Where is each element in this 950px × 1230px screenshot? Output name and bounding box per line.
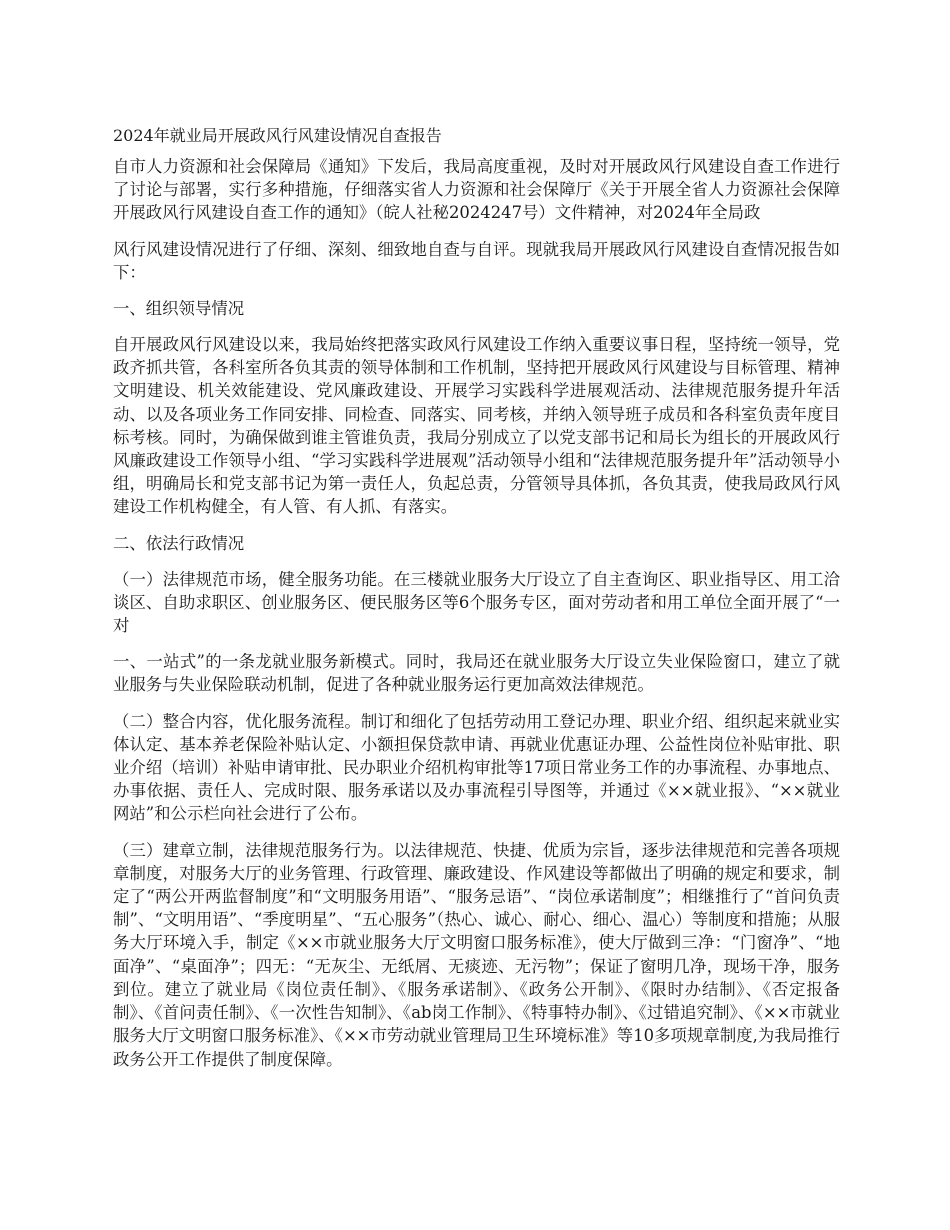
paragraph-market-continued: 一、一站式”的一条龙就业服务新模式。同时，我局还在就业服务大厅设立失业保险窗口，建立了就业服务与失业保险联动机制，促进了各种就业服务运行更加高效法律规范。 bbox=[113, 652, 840, 695]
document-title: 2024年就业局开展政风行风建设情况自查报告 bbox=[113, 126, 442, 145]
paragraph-regulations: （三）建章立制，法律规范服务行为。以法律规范、快捷、优质为宗旨，逐步法律规范和完善各项规章制度，对服务大厅的业务管理、行政管理、廉政建设、作风建设等都做出了明确的规定和要求，制定了“两公开两监督制度”和“文明服务用语”、“服务忌语”、“岗位承诺制度”；相继推行了“首问负责制”、“文明用语”、“季度明星”、“五心服务”（热心、诚心、耐心、细心、温心）等制度和措施；从服务大厅环境入手，制定《××市就业服务大厅文明窗口服务标准》，使大厅做到三净：“门窗净”、“地面净”、“桌面净”；四无：“无灰尘、无纸屑、无痰迹、无污物”；保证了窗明几净，现场干净，服务到位。建立了就业局《岗位责任制》、《服务承诺制》、《政务公开制》、《限时办结制》、《否定报备制》、《首问责任制》、《一次性告知制》、《ab岗工作制》、《特事特办制》、《过错追究制》、《××市就业服务大厅文明窗口服务标准》、《××市劳动就业管理局卫生环境标准》等10多项规章制度,为我局推行政务公开工作提供了制度保障。 bbox=[113, 840, 840, 1069]
section-heading-administration: 二、依法行政情况 bbox=[113, 533, 245, 553]
paragraph-intro: 自市人力资源和社会保障局《通知》下发后，我局高度重视，及时对开展政风行风建设自查工作进行了讨论与部署，实行多种措施，仔细落实省人力资源和社会保障厅《关于开展全省人力资源社会保障开展政风行风建设自查工作的通知》（皖人社秘2024247号）文件精神，对2024年全局政 bbox=[113, 157, 840, 223]
paragraph-market: （一）法律规范市场，健全服务功能。在三楼就业服务大厅设立了自主查询区、职业指导区、用工洽谈区、自助求职区、创业服务区、便民服务区等6个服务专区，面对劳动者和用工单位全面开展了“一对 bbox=[113, 569, 840, 636]
paragraph-intro-continued: 风行风建设情况进行了仔细、深刻、细致地自查与自评。现就我局开展政风行风建设自查情况报告如下： bbox=[113, 239, 840, 282]
section-heading-organization: 一、组织领导情况 bbox=[113, 299, 245, 319]
paragraph-process: （二）整合内容，优化服务流程。制订和细化了包括劳动用工登记办理、职业介绍、组织起来就业实体认定、基本养老保险补贴认定、小额担保贷款申请、再就业优惠证办理、公益性岗位补贴审批、职业介绍（培训）补贴申请审批、民办职业介绍机构审批等17项日常业务工作的办事流程、办事地点、办事依据、责任人、完成时限、服务承诺以及办事流程引导图等，并通过《××就业报》、“××就业网站”和公示栏向社会进行了公布。 bbox=[113, 711, 840, 824]
paragraph-organization: 自开展政风行风建设以来，我局始终把落实政风行风建设工作纳入重要议事日程，坚持统一领导，党政齐抓共管，各科室所各负其责的领导体制和工作机制，坚持把开展政风行风建设与目标管理、精神文明建设、机关效能建设、党风廉政建设、开展学习实践科学进展观活动、法律规范服务提升年活动、以及各项业务工作同安排、同检查、同落实、同考核，并纳入领导班子成员和各科室负责年度目标考核。同时，为确保做到谁主管谁负责，我局分别成立了以党支部书记和局长为组长的开展政风行风廉政建设工作领导小组、“学习实践科学进展观”活动领导小组和“法律规范服务提升年”活动领导小组，明确局长和党支部书记为第一责任人，负起总责，分管领导具体抓，各负其责，使我局政风行风建设工作机构健全，有人管、有人抓、有落实。 bbox=[113, 335, 840, 517]
